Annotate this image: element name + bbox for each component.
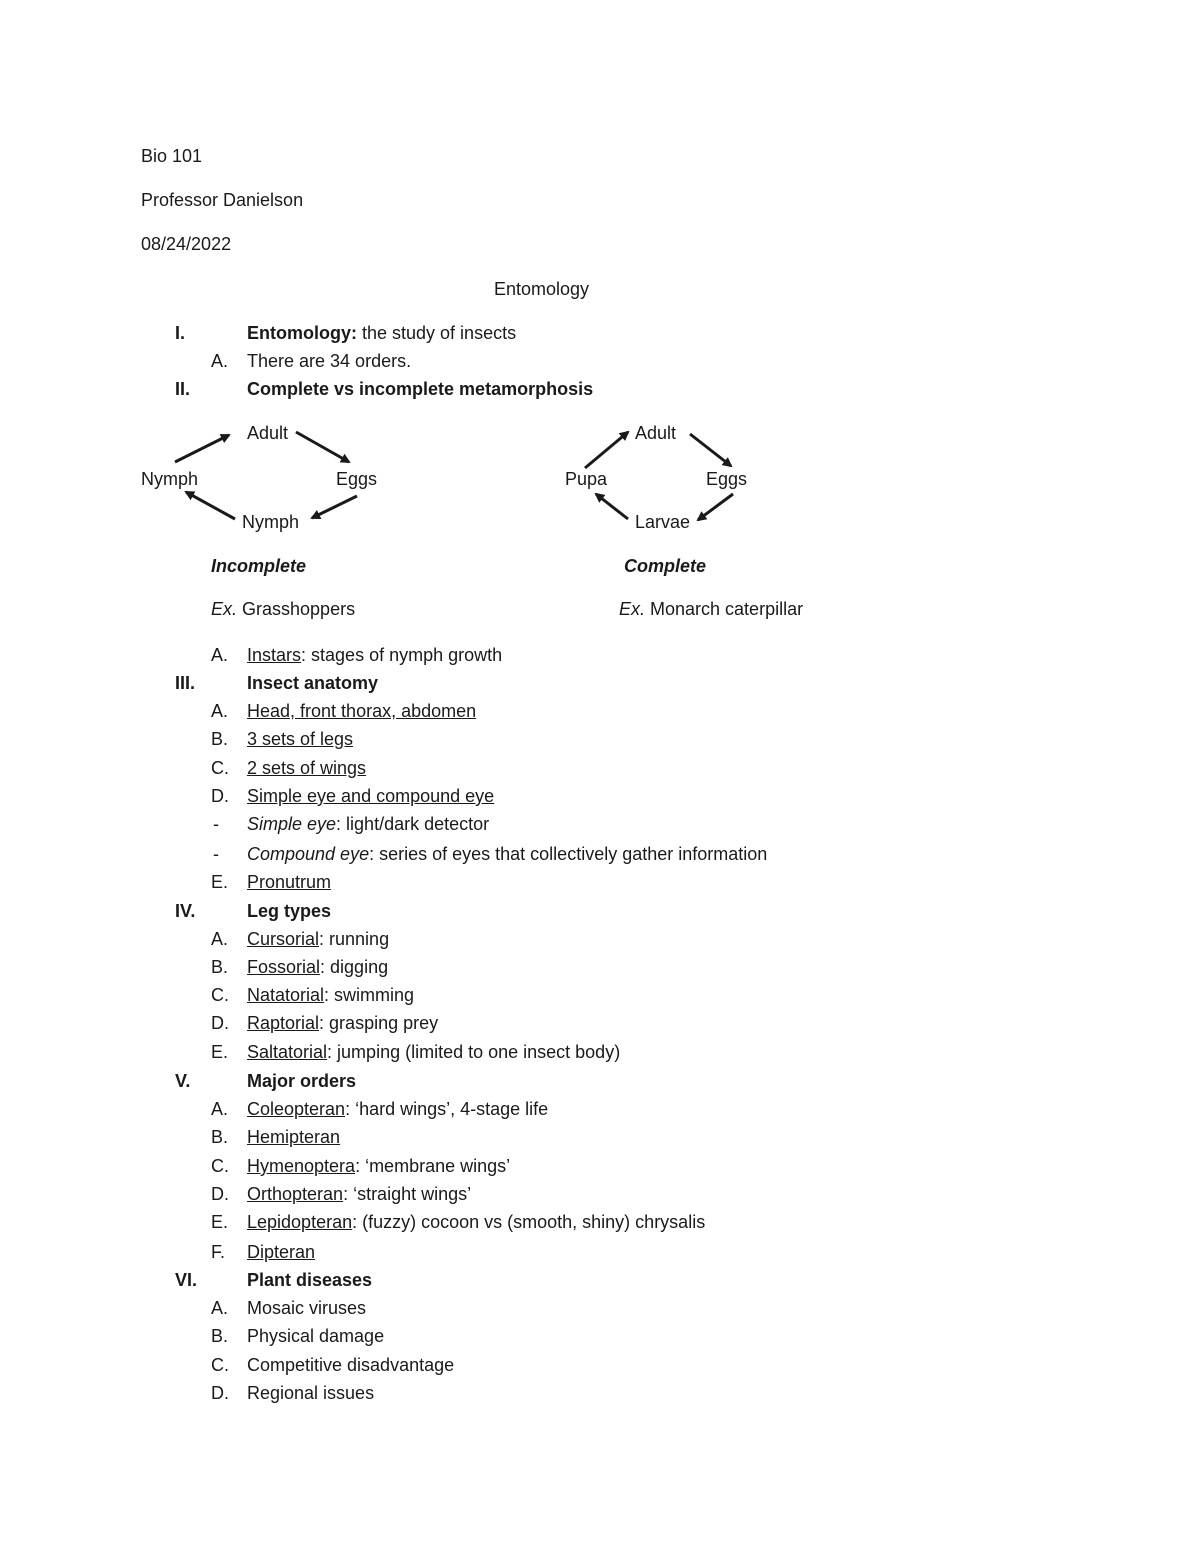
professor-name: Professor Danielson bbox=[141, 190, 304, 210]
list-item-text: Pronutrum bbox=[247, 872, 332, 892]
list-marker: A. bbox=[211, 929, 229, 949]
arrow-icon bbox=[186, 492, 235, 519]
list-item-text: Instars: stages of nymph growth bbox=[247, 645, 503, 665]
section-1-definition: the study of insects bbox=[357, 323, 517, 343]
list-marker: - bbox=[213, 814, 219, 834]
list-item-text: Simple eye: light/dark detector bbox=[247, 814, 490, 834]
list-marker: E. bbox=[211, 1042, 229, 1062]
incomplete-example: Ex. Grasshoppers bbox=[211, 599, 356, 619]
list-item-text: Regional issues bbox=[247, 1383, 375, 1403]
arrow-icon bbox=[596, 494, 628, 519]
arrow-icon bbox=[690, 434, 731, 466]
list-marker: - bbox=[213, 844, 219, 864]
cycle-node-larvae: Larvae bbox=[635, 512, 691, 532]
list-item-text: Dipteran bbox=[247, 1242, 316, 1262]
list-item-text: Mosaic viruses bbox=[247, 1298, 367, 1318]
section-6-heading: Plant diseases bbox=[247, 1270, 373, 1290]
list-marker: B. bbox=[211, 729, 229, 749]
arrow-icon bbox=[296, 432, 349, 462]
list-marker: C. bbox=[211, 1156, 229, 1176]
course-name: Bio 101 bbox=[141, 146, 203, 166]
list-item-text: Coleopteran: ‘hard wings’, 4-stage life bbox=[247, 1099, 549, 1119]
list-marker: D. bbox=[211, 1013, 229, 1033]
complete-label: Complete bbox=[624, 556, 707, 576]
list-marker: F. bbox=[211, 1242, 226, 1262]
cycle-node-adult: Adult bbox=[247, 423, 289, 443]
list-item-text: Fossorial: digging bbox=[247, 957, 389, 977]
list-item-text: Cursorial: running bbox=[247, 929, 390, 949]
section-1-term: Entomology: bbox=[247, 323, 357, 343]
arrow-icon bbox=[698, 494, 733, 520]
list-item-text: Saltatorial: jumping (limited to one insect body) bbox=[247, 1042, 621, 1062]
list-item-text: There are 34 orders. bbox=[247, 351, 412, 371]
list-marker: A. bbox=[211, 1298, 229, 1318]
list-marker: B. bbox=[211, 1127, 229, 1147]
list-marker: A. bbox=[211, 645, 229, 665]
list-item-text: Hymenoptera: ‘membrane wings’ bbox=[247, 1156, 511, 1176]
section-6-numeral: VI. bbox=[175, 1270, 198, 1290]
section-3-numeral: III. bbox=[175, 673, 196, 693]
cycle-node-eggs: Eggs bbox=[336, 469, 378, 489]
incomplete-label: Incomplete bbox=[211, 556, 307, 576]
list-marker: A. bbox=[211, 701, 229, 721]
page-title: Entomology bbox=[494, 279, 590, 299]
list-item-text: Natatorial: swimming bbox=[247, 985, 415, 1005]
list-marker: C. bbox=[211, 985, 229, 1005]
list-marker: B. bbox=[211, 1326, 229, 1346]
complete-example: Ex. Monarch caterpillar bbox=[619, 599, 804, 619]
list-item-text: 3 sets of legs bbox=[247, 729, 354, 749]
list-marker: B. bbox=[211, 957, 229, 977]
list-item-text: Competitive disadvantage bbox=[247, 1355, 455, 1375]
list-item-text: Simple eye and compound eye bbox=[247, 786, 495, 806]
section-4-heading: Leg types bbox=[247, 901, 332, 921]
list-item-text: Hemipteran bbox=[247, 1127, 341, 1147]
arrow-icon bbox=[585, 432, 628, 468]
list-item-text: 2 sets of wings bbox=[247, 758, 367, 778]
list-marker: D. bbox=[211, 1184, 229, 1204]
section-5-heading: Major orders bbox=[247, 1071, 357, 1091]
list-marker: A. bbox=[211, 1099, 229, 1119]
arrow-icon bbox=[175, 435, 229, 462]
list-marker: E. bbox=[211, 1212, 229, 1232]
list-marker: A. bbox=[211, 351, 229, 371]
list-item-text: Compound eye: series of eyes that collectively gather information bbox=[247, 844, 768, 864]
list-marker: D. bbox=[211, 786, 229, 806]
list-item-text: Lepidopteran: (fuzzy) cocoon vs (smooth, shiny) chrysalis bbox=[247, 1212, 706, 1232]
cycle-node-pupa: Pupa bbox=[565, 469, 608, 489]
cycle-node-eggs: Eggs bbox=[706, 469, 748, 489]
arrow-icon bbox=[312, 496, 357, 518]
cycle-node-nymph: Nymph bbox=[141, 469, 199, 489]
section-3-heading: Insect anatomy bbox=[247, 673, 379, 693]
section-4-numeral: IV. bbox=[175, 901, 196, 921]
section-5-numeral: V. bbox=[175, 1071, 191, 1091]
list-marker: C. bbox=[211, 1355, 229, 1375]
list-item-text: Raptorial: grasping prey bbox=[247, 1013, 439, 1033]
cycle-node-nymph: Nymph bbox=[242, 512, 300, 532]
section-2-heading: Complete vs incomplete metamorphosis bbox=[247, 379, 594, 399]
note-date: 08/24/2022 bbox=[141, 234, 232, 254]
cycle-node-adult: Adult bbox=[635, 423, 677, 443]
list-item-text: Orthopteran: ‘straight wings’ bbox=[247, 1184, 472, 1204]
list-marker: C. bbox=[211, 758, 229, 778]
list-marker: E. bbox=[211, 872, 229, 892]
section-2-numeral: II. bbox=[175, 379, 191, 399]
list-item-text: Physical damage bbox=[247, 1326, 385, 1346]
list-marker: D. bbox=[211, 1383, 229, 1403]
section-1-numeral: I. bbox=[175, 323, 186, 343]
list-item-text: Head, front thorax, abdomen bbox=[247, 701, 477, 721]
